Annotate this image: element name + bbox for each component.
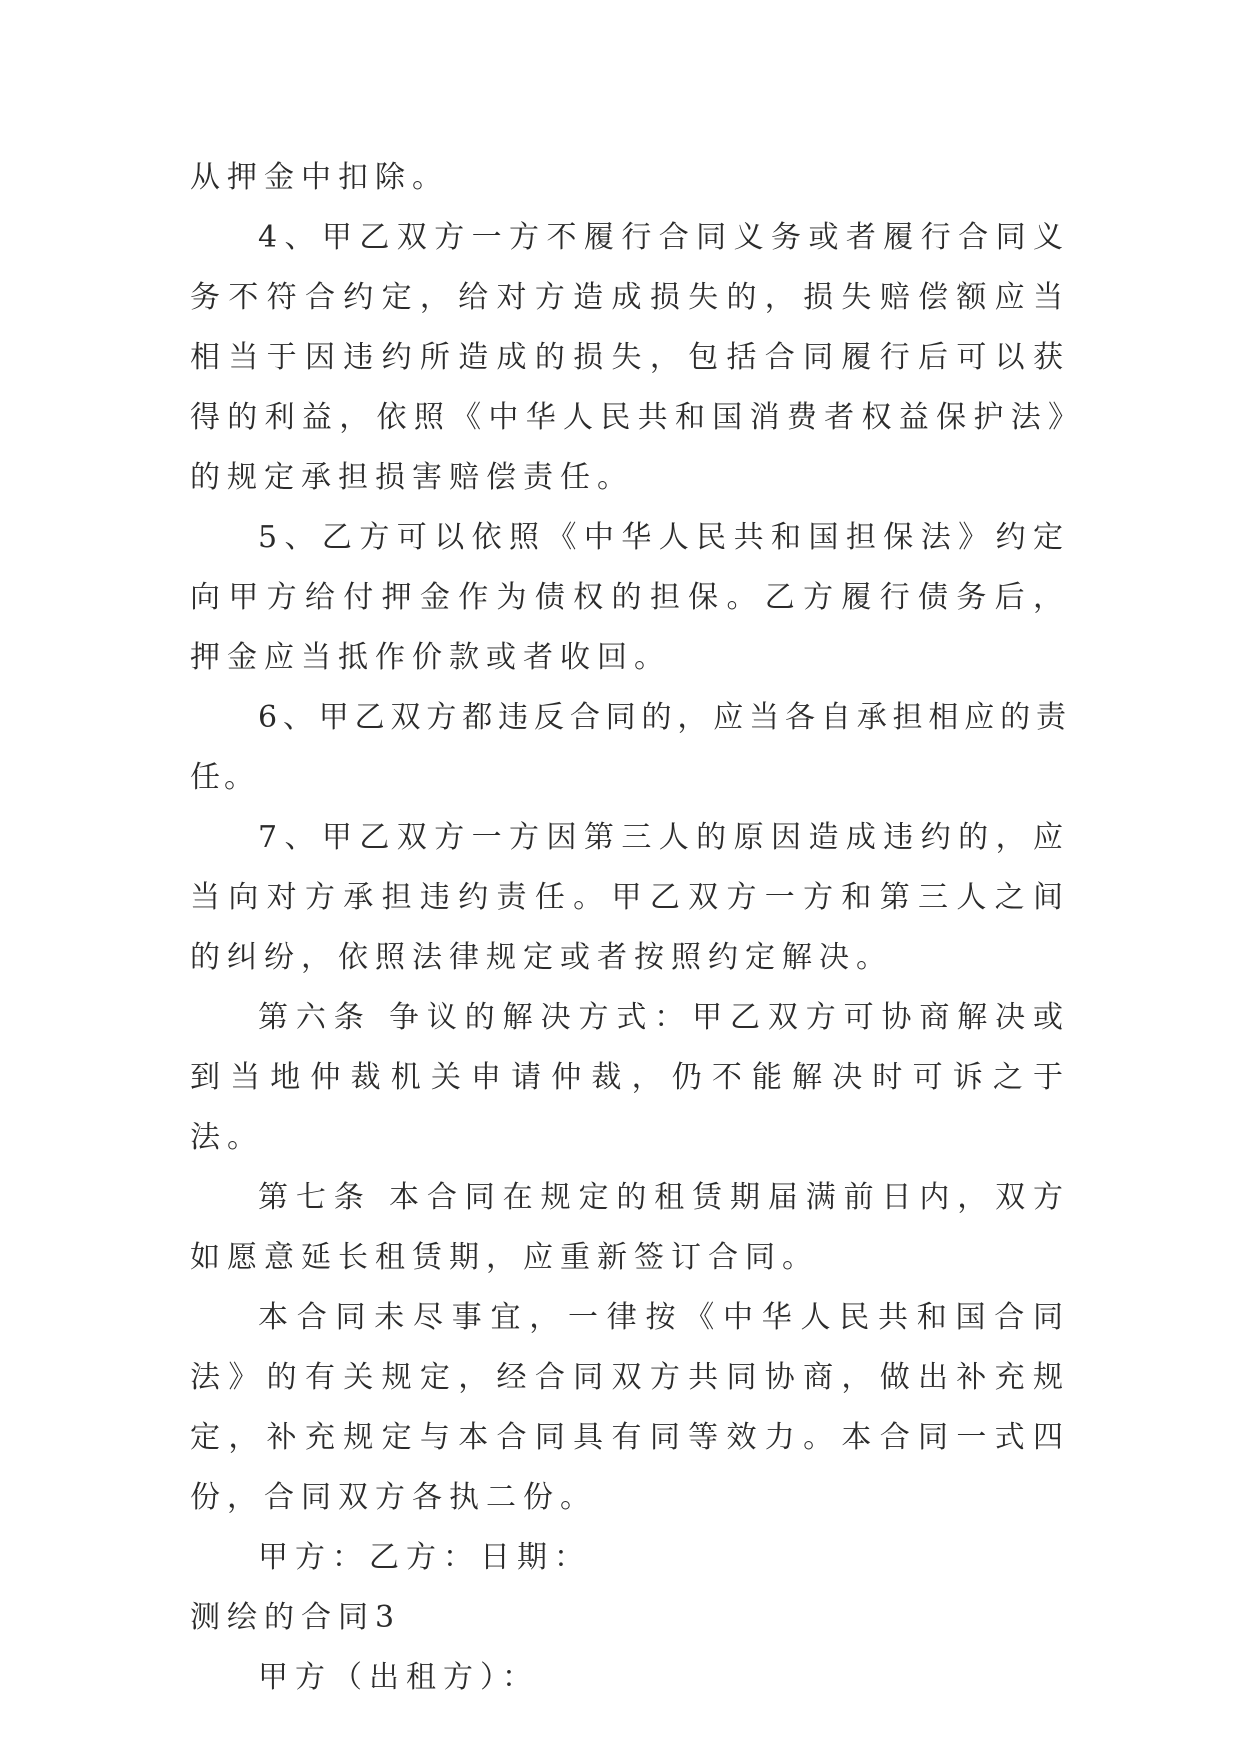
paragraph-4: 6、甲乙双方都违反合同的，应当各自承担相应的责任。 (190, 700, 1070, 795)
paragraph-2: 4、甲乙双方一方不履行合同义务或者履行合同义务不符合约定，给对方造成损失的，损失赔偿额应当相当于因违约所造成的损失，包括合同履行后可以获得的利益，依照《中华人民共和国消费者权益保护法》的规定承担损害赔偿责任。 (190, 220, 1070, 495)
paragraph-8: 本合同未尽事宜，一律按《中华人民共和国合同法》的有关规定，经合同双方共同协商，做出补充规定，补充规定与本合同具有同等效力。本合同一式四份，合同双方各执二份。 (190, 1300, 1070, 1515)
signature-line: 甲方：乙方：日期： (258, 1540, 591, 1575)
paragraph-6: 第六条 争议的解决方式：甲乙双方可协商解决或到当地仲裁机关申请仲裁，仍不能解决时可诉之于法。 (190, 1000, 1070, 1155)
paragraph-3: 5、乙方可以依照《中华人民共和国担保法》约定向甲方给付押金作为债权的担保。乙方履行债务后，押金应当抵作价款或者收回。 (190, 520, 1070, 675)
paragraph-7: 第七条 本合同在规定的租赁期届满前日内，双方如愿意延长租赁期，应重新签订合同。 (190, 1180, 1070, 1275)
paragraph-5: 7、甲乙双方一方因第三人的原因造成违约的，应当向对方承担违约责任。甲乙双方一方和第三人之间的纠纷，依照法律规定或者按照约定解决。 (190, 820, 1070, 975)
party-a-line: 甲方（出租方）： (258, 1660, 539, 1695)
section-heading: 测绘的合同3 (190, 1600, 402, 1635)
document-page (190, 148, 1070, 1708)
paragraph-1: 从押金中扣除。 (190, 160, 449, 195)
